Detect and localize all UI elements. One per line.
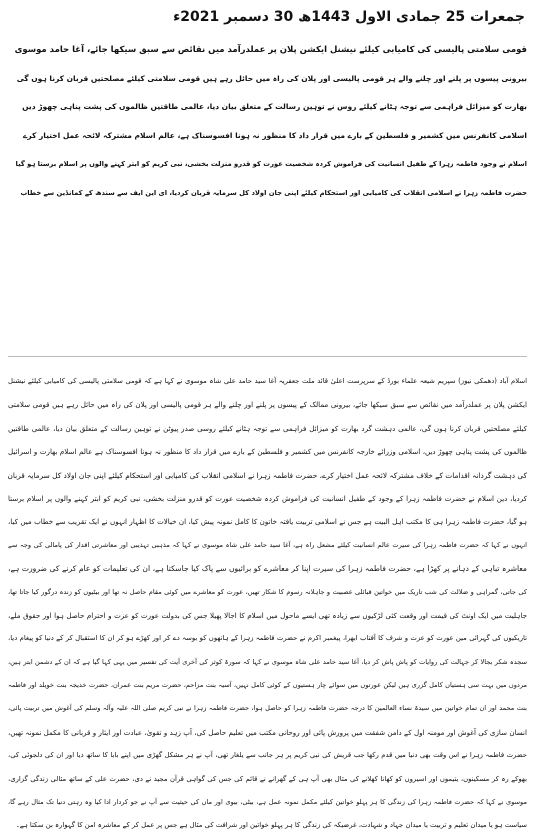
article-line: مردوں میں بہت سی ہستیاں کامل گزری ہیں لیکن عورتوں میں سوائے چار ہستیوں کے کوئی کامل نہیں، آسیہ بنت مزاحم، حضرت مریم بنت عمران، حضرت خدیجہ بنت خویلد اور فاطمہ (8, 681, 527, 690)
dateline: جمعرات 25 جمادی الاول 1443ھ 30 دسمبر 2021ء (173, 9, 525, 25)
article-line: سیاست ہو یا میدان تعلیم و تربیت یا میدان جہاد و شہادت، غرضیکہ کی زندگی کا ہر پہلو خواتین اور شرافت کی مثال ہے جس پر عمل کر کے معاشرہ امن کا گہوارہ بن سکتا ہے۔ (15, 821, 527, 830)
divider (8, 356, 527, 357)
article-line: کی دہشت گردانہ اقدامات کے خلاف مشترکہ لائحہ عمل اختیار کرے، حضرت فاطمہ زہرا نے اسلامی انقلاب کی کامیابی اور استحکام کیلئے اپنی جان اولاد کل سرمایہ قربان (7, 470, 527, 480)
headline-subline: بھارت کو میزائل فراہمی سے توجہ ہٹانے کیلئے روس نے توہین رسالت کے متعلق بیان دیا، عالمی طاقتیں ظالموں کی پشت پناہی چھوڑ دیں (22, 102, 527, 111)
article-line: انہوں نے کہا کہ حضرت فاطمہ زہرا کی سیرت عالم انسانیت کیلئے مشعل راہ ہے، آغا سید حامد علی شاہ موسوی نے کہا کہ مذہبی تہذیبی اور معاشرتی اقدار کی پامالی کی وجہ سے (8, 540, 527, 549)
headline-main: قومی سلامتی پالیسی کی کامیابی کیلئے نیشنل ایکشن پلان پر عملدرآمد میں نقائص سے سبق سیکھا جائے، آغا حامد موسوی (14, 45, 527, 55)
headline-subline: اسلامی کانفرنس میں کشمیر و فلسطین کے بارے میں قرار داد کا منظور نہ ہونا افسوسناک ہے، عالم اسلام مشترکہ لائحہ عمل اختیار کرے (22, 130, 527, 140)
article-line: تاریکیوں کی گہرائی میں عورت کو عزت و شرف کا آفتاب ابھرا، پیغمبر اکرم نے حضرت فاطمہ زہرا کے ہاتھوں کو بوسہ دے کر اور کھڑے ہو کر ان کا استقبال کر کے دنیا کو پیغام دیا، (8, 634, 527, 643)
article-line: کیلئے مصلحتیں قربان کرنا ہوں گی، عالمی دہشت گرد بھارت کو میزائل فراہمی سے توجہ ہٹانے کیلئے روسی صدر پیوٹن نے توہین رسالت کے متعلق بیان دیا، عالمی طاقتیں (8, 423, 527, 433)
article-line: ایکشن پلان پر عملدرآمد میں نقائص سے سبق سیکھا جائے، بیرونی ممالک کے پیسوں پر پلنے اور چلنے والے ہر قومی پالیسی اور پلان کی راہ میں حائل رہے ہیں قومی سلامتی (8, 400, 527, 410)
article-line: جاہلیت میں ایک اونٹ کی قیمت اور وقعت کئی لڑکیوں سے زیادہ تھی ایسے ماحول میں اسلام کا اجالا پھیلا جس کی بدولت عورت کو عزت و احترام حاصل ہوا اور حقوق ملے، (8, 610, 527, 620)
article-line: سجدہ شکر بجالا کر جہالت کی روایات کو پاش پاش کر دیا، آغا سید حامد علی شاہ موسوی نے کہا کہ سورۃ کوثر کی آخری آیت کی تفسیر میں یہی کہا گیا ہے کہ ان کے دشمن ابتر ہیں، (8, 657, 527, 666)
headline-subline: اسلام نے وجود فاطمہ زہرا کے طفیل انسانیت کی فراموش کردہ شخصیت عورت کو قدرو منزلت بخشی، نبی کریم کو ابتر کہنے والوں پر اسلام برستا ہو گیا (15, 160, 527, 168)
article-line: کردیا، دین اسلام نے حضرت فاطمہ زہرا کے وجود کے طفیل انسانیت کی فراموش کردہ شخصیت عورت کو قدرو منزلت بخشی، نبی کریم کو ابتر کہنے والوں پر اسلام برستا (8, 493, 527, 503)
headline-subline: حضرت فاطمہ زہرا نے اسلامی انقلاب کی کامیابی اور استحکام کیلئے اپنی جان اولاد کل سرمایہ قربان کردیا، ای این ایف سے سندھ کے کمانڈین سے خطاب (20, 188, 527, 197)
article-line: ظالموں کی پشت پناہی چھوڑ دیں، اسلامی وزرائے خارجہ کانفرنس میں کشمیر و فلسطین کے بارے میں قرار داد کا منظور نہ ہونا افسوسناک ہے عالم اسلام بھارت و اسرائیل (8, 447, 527, 457)
article-line: ہو گیا، حضرت فاطمہ زہرا ہی کا مکتب اہل البیت ہے جس نے اسلامی تربیت یافتہ خاتون کا کامل نمونہ پیش کیا، ان خیالات کا اظہار انہوں نے ایک تقریب سے خطاب میں کیا، (8, 517, 527, 527)
headline-subline: بیرونی پیسوں پر پلنے اور چلنے والے ہر قومی پالیسی اور پلان کی راہ میں حائل رہے ہیں قومی سلامتی کیلئے مصلحتیں قربان کرنا ہوں گی (16, 73, 527, 83)
article-line: معاشرہ تباہی کے دہانے پر کھڑا ہے، حضرت فاطمہ زہرا کی سیرت اپنا کر معاشرے کو برائیوں سے پاک کیا جاسکتا ہے، ان کی تعلیمات کو عام کرنے کی ضرورت ہے، (8, 564, 527, 574)
article-body (7, 370, 527, 830)
article-line: بھوکے رہ کر مسکینوں، یتیموں اور اسیروں کو کھانا کھلانے کی مثال بھی آپ ہی کے گھرانے نے قائم کی جس کی گواہی قرآن مجید نے دی، حضرت علی کے ساتھ مثالی زندگی گزاری، (8, 774, 527, 783)
article-line: اسلام آباد (دھمکی نیوز) سپریم شیعہ علماء بورڈ کے سرپرست اعلیٰ قائد ملت جعفریہ آغا سید حامد علی شاہ موسوی نے کہا ہے کہ قومی سلامتی پالیسی کی کامیابی کیلئے نیشنل (8, 377, 527, 385)
headline-block (8, 36, 527, 354)
article-line: حضرت فاطمہ زہرا نے اس وقت بھی دنیا میں قدم رکھا جب قریش کی نبی کریم پر ہر جانب سے یلغار تھی، آپ نے ہر مشکل گھڑی میں اپنے بابا کا ساتھ دیا اور ان کی دلجوئی کی، (8, 751, 527, 760)
article-line: موسوی نے کہا کہ حضرت فاطمہ زہرا کی زندگی کا ہر پہلو خواتین کیلئے مکمل نمونہ عمل ہے، بیٹی، بیوی اور ماں کی حیثیت سے آپ نے جو کردار ادا کیا وہ رہتی دنیا تک مثال رہے گا، (8, 798, 527, 807)
article-line: بنت محمد اور ان تمام خواتین میں سیدۃ نساء العالمین کا درجہ حضرت فاطمہ زہرا کو حاصل ہوا، حضرت فاطمہ زہرا نے نبی کریم صلی اللہ علیہ وآلہ وسلم کی آغوش میں تربیت پائی، (8, 704, 527, 713)
article-line: کی جاتی، گمراہی و ضلالت کی شب تاریک میں خواتین قبائلی عصبیت و جاہلانہ رسوم کا شکار تھیں، عورت کو معاشرے میں کوئی مقام حاصل نہ تھا اور بیٹیوں کو زندہ درگور کیا جاتا تھا، (8, 587, 527, 596)
article-line: انسان سازی کی آغوش اور مومنہ اول کے دامن شفقت میں پرورش پائی اور روحانی مکتب میں تعلیم حاصل کی، آپ زہد و تقویٰ، عبادت اور ایثار و قربانی کا مکمل نمونہ تھیں، (8, 727, 527, 737)
